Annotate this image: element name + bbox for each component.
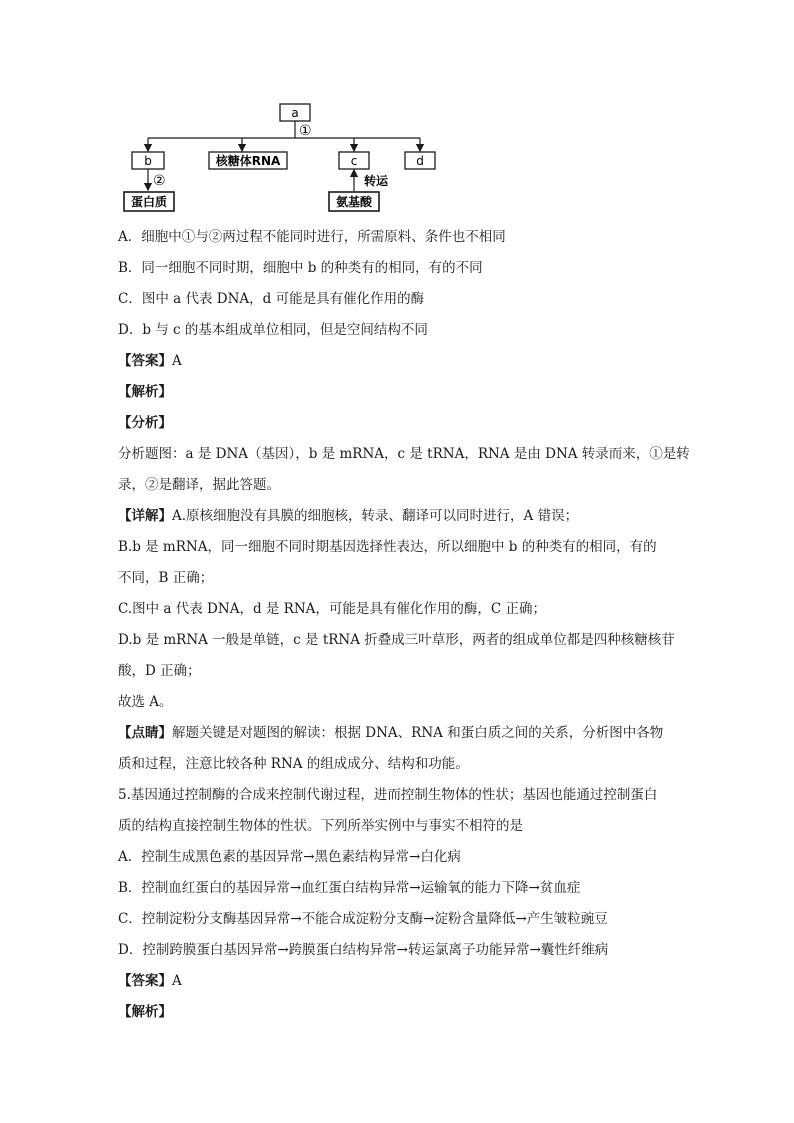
transport-label: 转运	[364, 174, 389, 188]
q4-detail-line-4: C.图中 a 代表 DNA，d 是 RNA，可能是具有催化作用的酶，C 正确；	[118, 601, 547, 617]
q4-detail-line-5: D.b 是 mRNA 一般是单链，c 是 tRNA 折叠成三叶草形，两者的组成单位都是四种核糖核苷	[118, 632, 675, 648]
node-rrna-label: 核糖体RNA	[215, 154, 281, 168]
node-b-label: b	[144, 154, 152, 168]
diagram-svg	[118, 98, 458, 218]
node-protein-label: 蛋白质	[130, 195, 168, 209]
answer-value: A	[172, 353, 182, 369]
q4-fenxi-line-1: 分析题图：a 是 DNA（基因），b 是 mRNA，c 是 tRNA，RNA 是由 DNA 转录而来，①是转	[118, 446, 690, 462]
q4-option-a: A．细胞中①与②两过程不能同时进行，所需原料、条件也不相同	[118, 229, 506, 245]
q5-answer-label: 【答案】	[118, 973, 172, 989]
process-2-label: ②	[153, 173, 166, 189]
q5-stem-line-2: 质的结构直接控制生物体的性状。下列所举实例中与事实不相符的是	[118, 818, 523, 834]
q5-option-d: D．控制跨膜蛋白基因异常→跨膜蛋白结构异常→转运氯离子功能异常→囊性纤维病	[118, 942, 609, 958]
node-c-label: c	[350, 154, 358, 168]
q4-tip-line-2: 质和过程，注意比较各种 RNA 的组成成分、结构和功能。	[118, 756, 469, 772]
node-d-label: d	[416, 154, 424, 168]
document-content	[118, 222, 690, 1028]
detail-label: 【详解】	[118, 508, 172, 524]
node-a-label: a	[291, 106, 299, 120]
q4-option-d: D．b 与 c 的基本组成单位相同，但是空间结构不同	[118, 322, 428, 338]
q4-detail-line-1	[118, 501, 678, 532]
tip-text: 解题关键是对题图的解读：根据 DNA、RNA 和蛋白质之间的关系，分析图中各物	[172, 725, 664, 741]
tip-label: 【点睛】	[118, 725, 172, 741]
q4-option-c: C．图中 a 代表 DNA，d 可能是具有催化作用的酶	[118, 291, 425, 307]
q4-answer	[118, 346, 678, 377]
detail-text: A.原核细胞没有具膜的细胞核，转录、翻译可以同时进行，A 错误；	[172, 508, 579, 524]
q4-detail-line-2: B.b 是 mRNA，同一细胞不同时期基因选择性表达，所以细胞中 b 的种类有的相同，有的	[118, 539, 657, 555]
node-amino-acid-label: 氨基酸	[335, 195, 373, 209]
q5-analysis-label: 【解析】	[118, 1004, 172, 1020]
q5-answer-value: A	[172, 973, 182, 989]
q4-tip-line-1	[118, 718, 678, 749]
process-1-label: ①	[299, 123, 312, 139]
q5-option-c: C．控制淀粉分支酶基因异常→不能合成淀粉分支酶→淀粉含量降低→产生皱粒豌豆	[118, 911, 608, 927]
q5-option-a: A．控制生成黑色素的基因异常→黑色素结构异常→白化病	[118, 849, 461, 865]
q5-option-b: B．控制血红蛋白的基因异常→血红蛋白结构异常→运输氧的能力下降→贫血症	[118, 880, 581, 896]
q4-detail-line-6: 酸，D 正确；	[118, 663, 201, 679]
q4-fenxi-label: 【分析】	[118, 415, 172, 431]
answer-label: 【答案】	[118, 353, 172, 369]
gene-expression-diagram	[118, 98, 458, 218]
q4-detail-line-7: 故选 A。	[118, 694, 173, 710]
q4-fenxi-line-2: 录，②是翻译，据此答题。	[118, 477, 280, 493]
q4-detail-line-3: 不同，B 正确；	[118, 570, 214, 586]
q4-option-b: B．同一细胞不同时期，细胞中 b 的种类有的相同，有的不同	[118, 260, 483, 276]
q5-stem-line-1: 5.基因通过控制酶的合成来控制代谢过程，进而控制生物体的性状；基因也能通过控制蛋白	[118, 787, 658, 803]
q5-answer	[118, 966, 678, 997]
q4-analysis-label: 【解析】	[118, 384, 172, 400]
